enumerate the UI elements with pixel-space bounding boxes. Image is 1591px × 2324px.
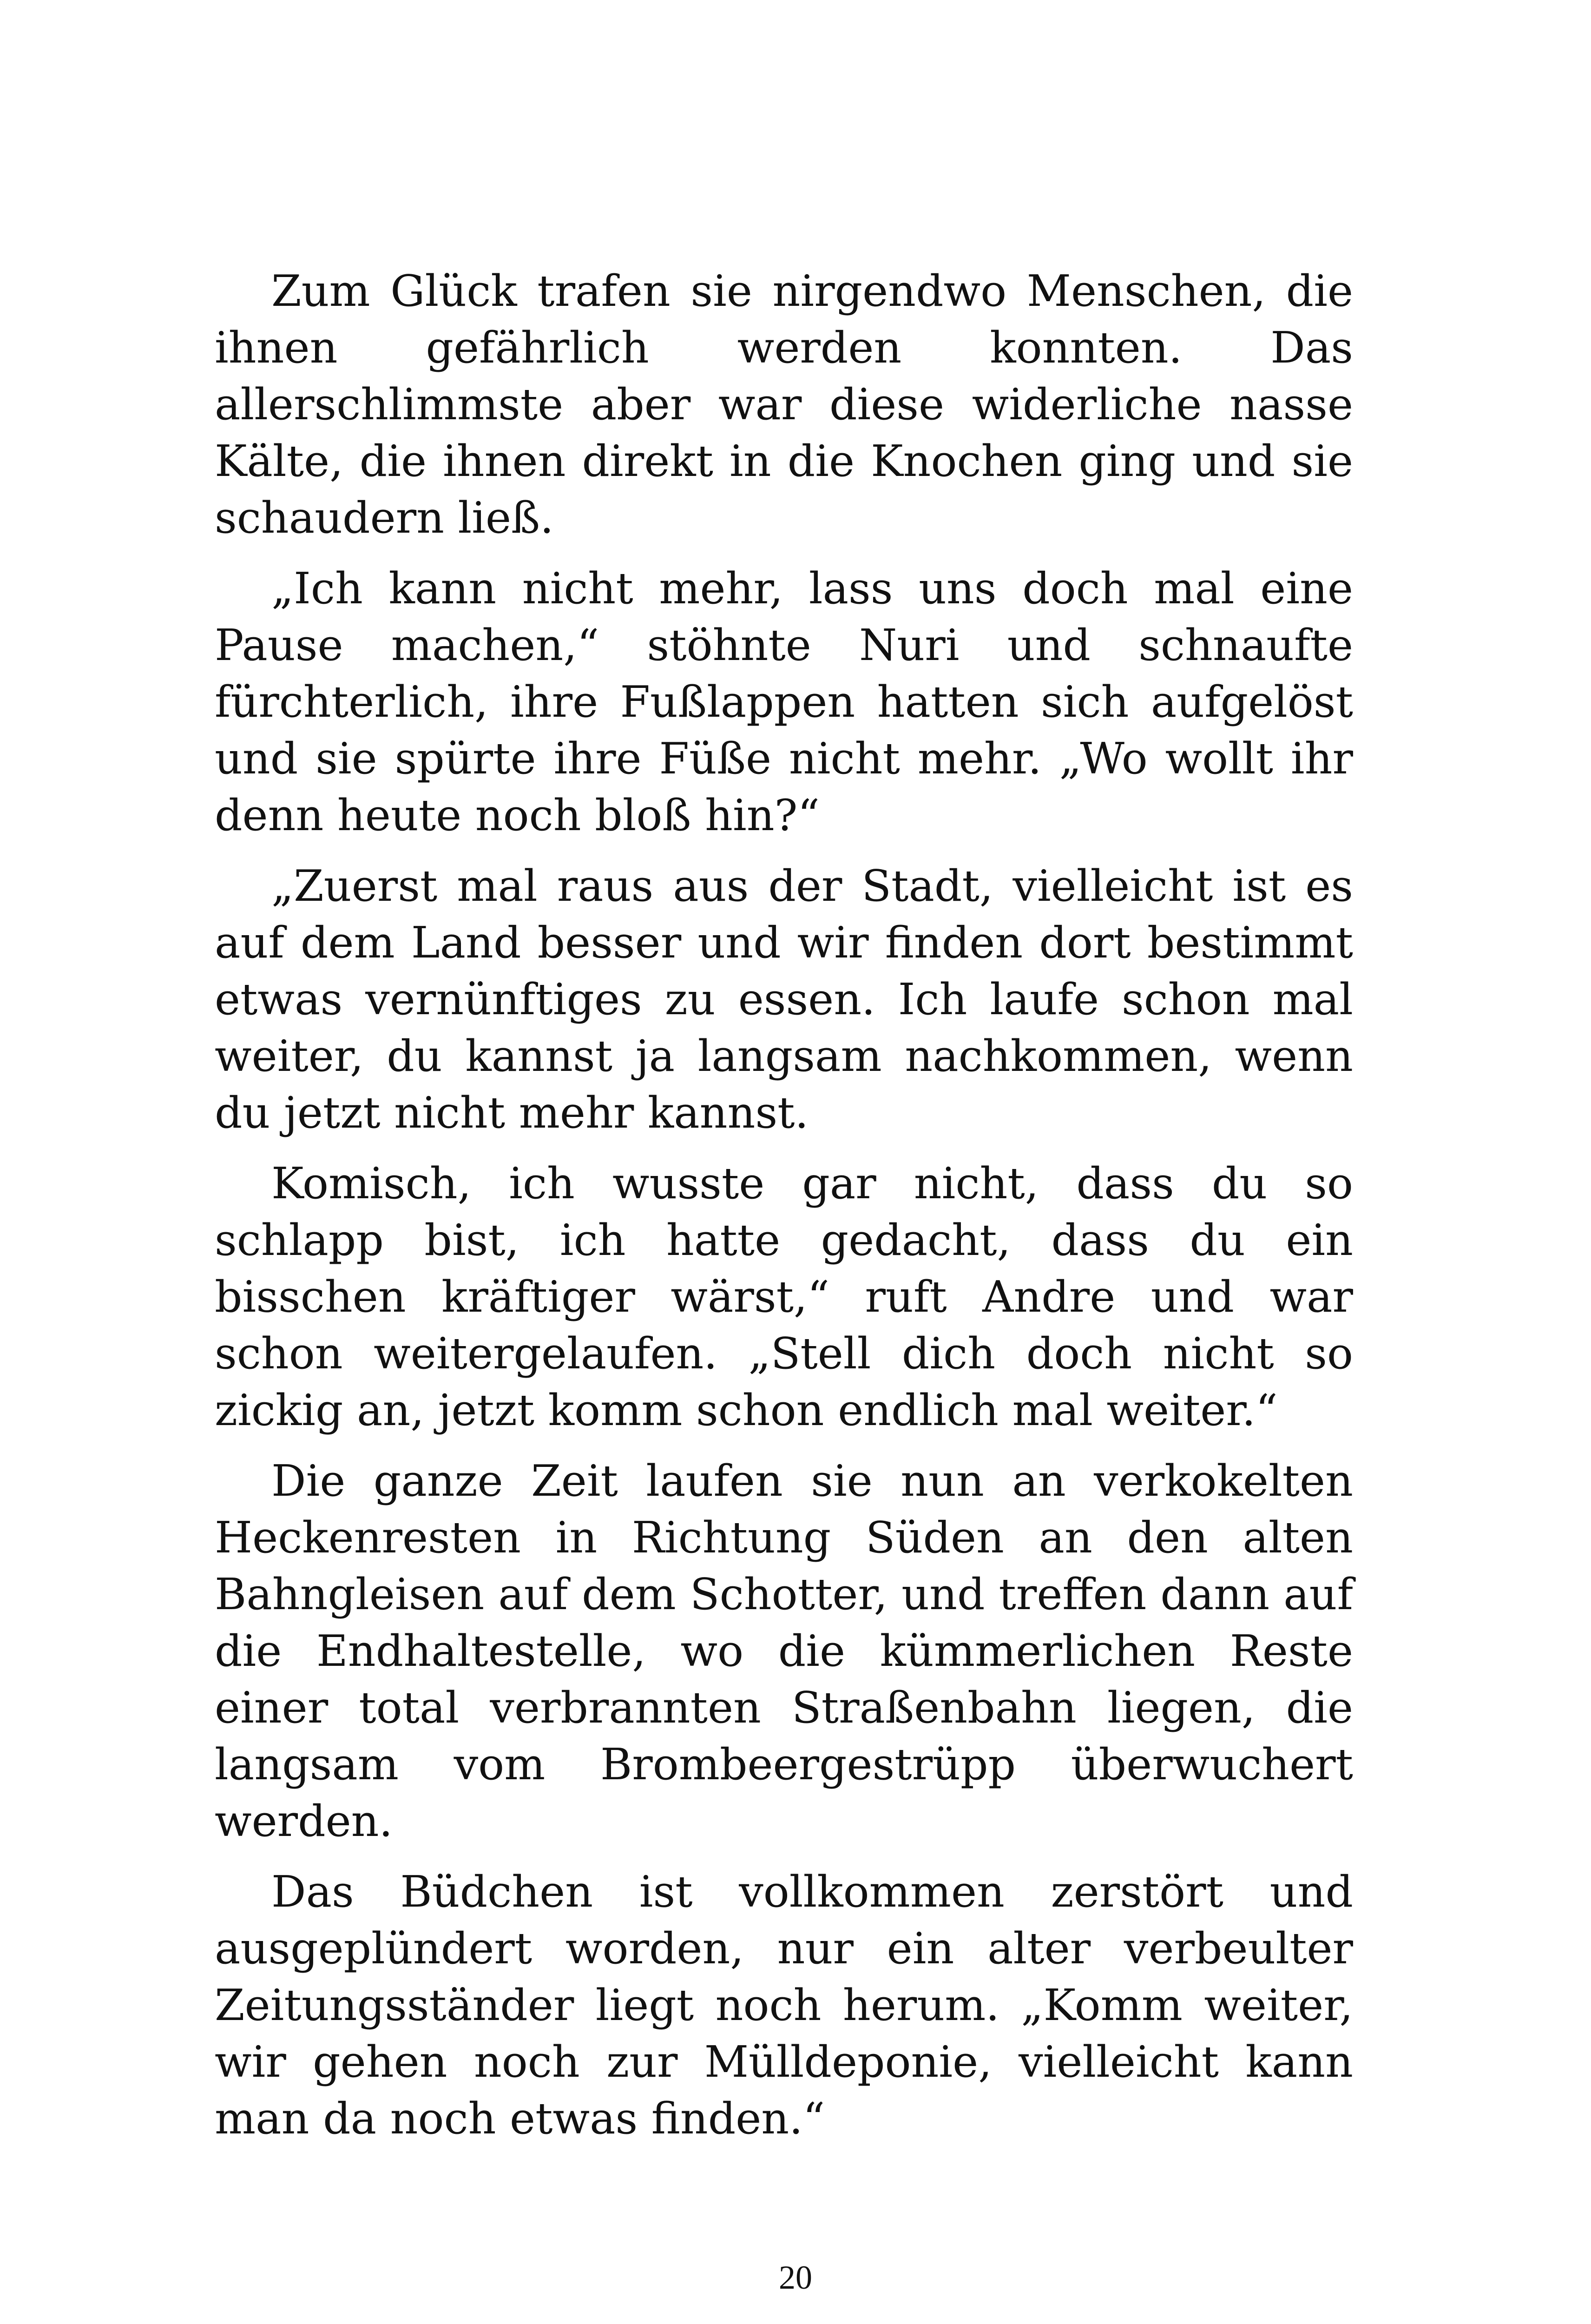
paragraph-3: „Zuerst mal raus aus der Stadt, vielleicht ist es auf dem Land besser und wir finden dort bestimmt etwas vernünftiges zu essen. Ich laufe schon mal weiter, du kannst ja langsam nachkommen, wenn du jetzt nicht mehr kannst. xyxy=(215,861,1353,1138)
body-text xyxy=(215,263,1353,2161)
paragraph-5: Die ganze Zeit laufen sie nun an verkokelten Heckenresten in Richtung Süden an den alten Bahngleisen auf dem Schotter, und treffen dann auf die Endhaltestelle, wo die kümmerlichen Reste einer total verbrannten Straßenbahn liegen, die langsam vom Brombeergestrüpp überwuchert werden. xyxy=(215,1456,1353,1846)
page-number: 20 xyxy=(779,2259,812,2296)
paragraph-4: Komisch, ich wusste gar nicht, dass du so schlapp bist, ich hatte gedacht, dass du ein bisschen kräftiger wärst,“ ruft Andre und war schon weitergelaufen. „Stell dich doch nicht so zickig an, jetzt komm schon endlich mal weiter.“ xyxy=(215,1158,1353,1435)
paragraph-1: Zum Glück trafen sie nirgendwo Menschen, die ihnen gefährlich werden konnten. Das allerschlimmste aber war diese widerliche nasse Kälte, die ihnen direkt in die Knochen ging und sie schaudern ließ. xyxy=(215,266,1353,543)
paragraph-6: Das Büdchen ist vollkommen zerstört und ausgeplündert worden, nur ein alter verbeulter Zeitungsständer liegt noch herum. „Komm weiter, wir gehen noch zur Mülldeponie, vielleicht kann man da noch etwas finden.“ xyxy=(215,1867,1353,2144)
paragraph-2: „Ich kann nicht mehr, lass uns doch mal eine Pause machen,“ stöhnte Nuri und schnaufte fürchterlich, ihre Fußlappen hatten sich aufgelöst und sie spürte ihre Füße nicht mehr. „Wo wollt ihr denn heute noch bloß hin?“ xyxy=(215,563,1353,840)
